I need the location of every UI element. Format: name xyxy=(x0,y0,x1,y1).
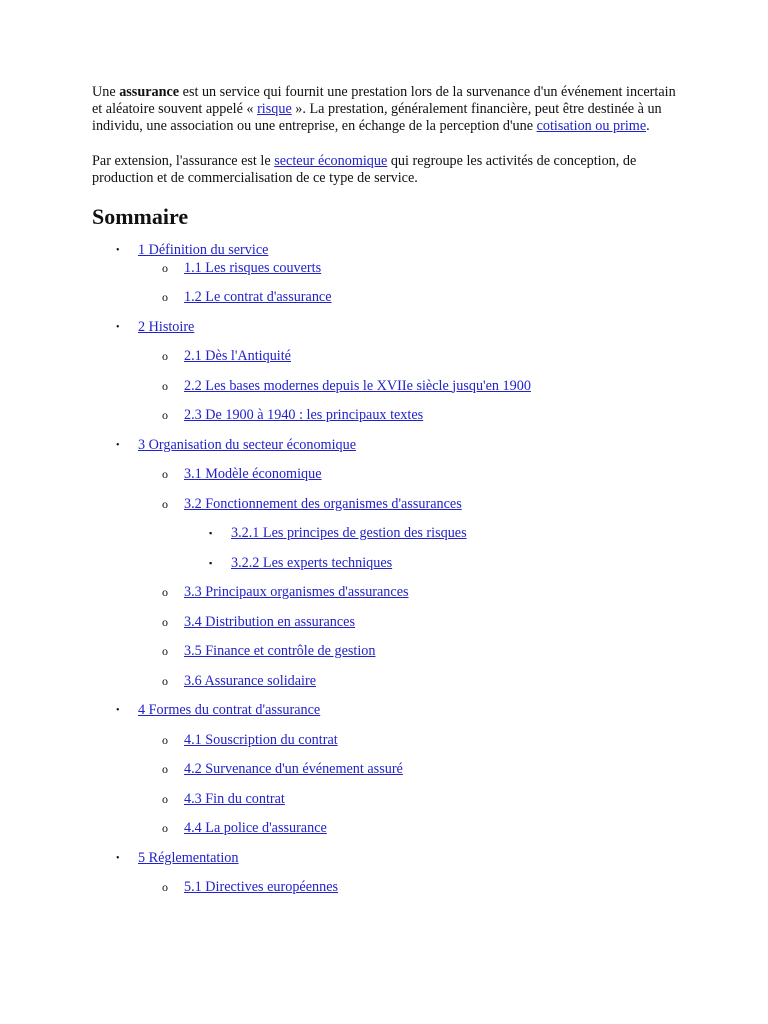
bullet-circle-icon: o xyxy=(162,378,168,393)
toc-link-2[interactable]: 2 Histoire xyxy=(138,318,195,335)
toc-item xyxy=(92,761,682,791)
toc-link-3-2-1[interactable]: 3.2.1 Les principes de gestion des risques xyxy=(231,525,467,542)
bullet-disc-icon: • xyxy=(116,245,120,257)
link-cotisation[interactable]: cotisation ou prime xyxy=(536,118,647,135)
intro-text: . xyxy=(646,118,650,135)
bullet-circle-icon: o xyxy=(162,644,168,659)
toc-item xyxy=(92,791,682,821)
toc-link-5-1[interactable]: 5.1 Directives européennes xyxy=(184,879,339,896)
toc-title: Sommaire xyxy=(92,204,189,230)
bullet-circle-icon: o xyxy=(162,732,168,747)
toc-link-4[interactable]: 4 Formes du contrat d'assurance xyxy=(138,702,321,719)
toc-link-3-3[interactable]: 3.3 Principaux organismes d'assurances xyxy=(184,584,409,601)
toc-item xyxy=(92,289,682,319)
bullet-circle-icon: o xyxy=(162,408,168,423)
intro-term-bold: assurance xyxy=(119,84,180,100)
bullet-circle-icon: o xyxy=(162,467,168,482)
toc-link-3-5[interactable]: 3.5 Finance et contrôle de gestion xyxy=(184,643,376,660)
toc-item xyxy=(92,348,682,378)
intro-text: est un service qui fournit une prestation lors de la survenance d'un événement incertain et aléatoire souvent appelé « xyxy=(92,84,676,118)
bullet-circle-icon: o xyxy=(162,349,168,364)
toc-link-3-6[interactable]: 3.6 Assurance solidaire xyxy=(184,672,316,689)
toc-item xyxy=(92,555,682,585)
intro-paragraph-2 xyxy=(92,153,682,187)
toc-item xyxy=(92,673,682,703)
bullet-circle-icon: o xyxy=(162,585,168,600)
toc-link-4-1[interactable]: 4.1 Souscription du contrat xyxy=(184,731,338,748)
intro-text: Une xyxy=(92,84,120,100)
toc-link-4-3[interactable]: 4.3 Fin du contrat xyxy=(184,790,285,807)
bullet-disc-icon: • xyxy=(116,705,120,717)
toc-item xyxy=(92,820,682,850)
toc-item xyxy=(92,643,682,673)
link-risque[interactable]: risque xyxy=(257,101,292,118)
toc-item xyxy=(92,378,682,408)
toc-link-3-1[interactable]: 3.1 Modèle économique xyxy=(184,466,322,483)
link-secteur-economique[interactable]: secteur économique xyxy=(274,152,388,169)
toc-link-2-2[interactable]: 2.2 Les bases modernes depuis le XVIIe siècle jusqu'en 1900 xyxy=(184,377,531,394)
toc-link-3-2-2[interactable]: 3.2.2 Les experts techniques xyxy=(231,554,393,571)
bullet-circle-icon: o xyxy=(162,791,168,806)
toc-item xyxy=(92,496,682,526)
bullet-circle-icon: o xyxy=(162,821,168,836)
bullet-circle-icon: o xyxy=(162,614,168,629)
toc-item xyxy=(92,242,682,260)
toc-item xyxy=(92,407,682,437)
bullet-circle-icon: o xyxy=(162,673,168,688)
bullet-square-icon: ▪ xyxy=(209,528,213,539)
bullet-circle-icon: o xyxy=(162,762,168,777)
toc-item xyxy=(92,732,682,762)
toc-link-5[interactable]: 5 Réglementation xyxy=(138,849,239,866)
toc-item xyxy=(92,614,682,644)
bullet-circle-icon: o xyxy=(162,260,168,275)
toc-link-4-2[interactable]: 4.2 Survenance d'un événement assuré xyxy=(184,761,403,778)
toc-link-3[interactable]: 3 Organisation du secteur économique xyxy=(138,436,357,453)
bullet-disc-icon: • xyxy=(116,321,120,333)
intro-paragraph-1 xyxy=(92,84,682,136)
toc-link-4-4[interactable]: 4.4 La police d'assurance xyxy=(184,820,327,837)
bullet-square-icon: ▪ xyxy=(209,557,213,568)
toc-item xyxy=(92,525,682,555)
toc-item xyxy=(92,850,682,880)
toc-link-1-2[interactable]: 1.2 Le contrat d'assurance xyxy=(184,289,332,306)
bullet-circle-icon: o xyxy=(162,290,168,305)
document-page xyxy=(92,84,682,909)
toc-item xyxy=(92,584,682,614)
toc-item xyxy=(92,466,682,496)
toc-item xyxy=(92,260,682,290)
toc-link-3-4[interactable]: 3.4 Distribution en assurances xyxy=(184,613,356,630)
toc-link-1-1[interactable]: 1.1 Les risques couverts xyxy=(184,259,322,276)
toc-item xyxy=(92,319,682,349)
toc-item xyxy=(92,702,682,732)
intro-text: Par extension, l'assurance est le xyxy=(92,152,275,169)
intro-text: ». La prestation, généralement financière, peut être destinée à un individu, une association ou une entreprise, en échange de la perception d'une xyxy=(92,101,662,135)
toc-link-1[interactable]: 1 Définition du service xyxy=(138,242,269,259)
toc-item xyxy=(92,879,682,909)
intro-text: qui regroupe les activités de conception, de production et de commercialisation de ce type de service. xyxy=(92,152,637,186)
toc-link-2-3[interactable]: 2.3 De 1900 à 1940 : les principaux textes xyxy=(184,407,424,424)
bullet-disc-icon: • xyxy=(116,852,120,864)
bullet-disc-icon: • xyxy=(116,439,120,451)
toc-link-2-1[interactable]: 2.1 Dès l'Antiquité xyxy=(184,348,291,365)
toc-link-3-2[interactable]: 3.2 Fonctionnement des organismes d'assurances xyxy=(184,495,462,512)
toc-item xyxy=(92,437,682,467)
bullet-circle-icon: o xyxy=(162,880,168,895)
toc-list xyxy=(92,242,682,909)
bullet-circle-icon: o xyxy=(162,496,168,511)
